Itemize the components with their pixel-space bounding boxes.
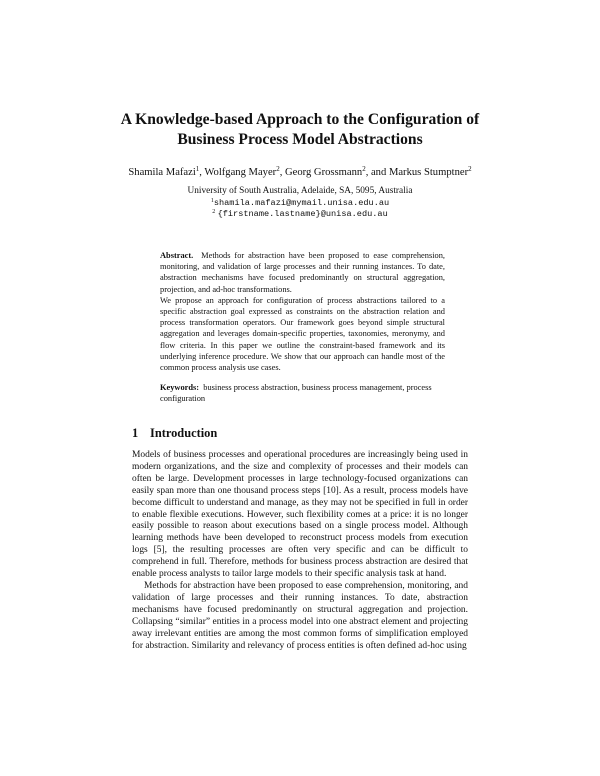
author-affiliation-mark: 1 — [195, 165, 200, 173]
email-line-1 — [100, 198, 500, 210]
section-heading — [132, 426, 217, 441]
body-paragraph-1: Models of business processes and operational procedures are increasingly being used in modern organizations, and the size and complexity of processes and their models can often be large. Development processes in large technology-focused organizations can easily span more than one thousand process steps [10]. As a result, process models have become difficult to understand and manage, as they may not be specified in full in order to enable flexible executions. However, such flexibility comes at a price: it is no longer easily possible to reason about executions based on a single process model. Although learning methods have been developed to reconstruct process models from execution logs [5], the resulting processes are often very specific and can be difficult to comprehend in full. Therefore, methods for business process abstraction are desired that enable process analysts to tailor large models to their specific analysis task at hand. — [132, 450, 468, 580]
abstract-paragraph-2: We propose an approach for configuration of process abstractions tailored to a specific abstraction goal expressed as constraints on the abstraction relation and process transformation operators. Our framework goes beyond simple structural aggregation and leverages domain-specific properties, taxonomies, meronymy, and flow criteria. In this paper we outline the constraint-based framework and its underlying inference procedure. We show that our approach can handle most of the common process analysis use cases. — [160, 295, 445, 373]
abstract-paragraph-1 — [160, 250, 445, 295]
author-affiliation-mark: 2 — [468, 165, 472, 173]
email-address: shamila.mafazi@mymail.unisa.edu.au — [213, 197, 390, 208]
author-name: Georg Grossmann — [285, 167, 363, 178]
email-line-2 — [100, 209, 500, 221]
abstract-text: Methods for abstraction have been proposed to ease comprehension, monitoring, and validation of large processes and their running instances. To date, abstraction mechanisms have focused predominantly on structural aggregation, projection, and ad-hoc transformations. — [160, 251, 446, 294]
abstract-label: Abstract. — [160, 251, 194, 260]
author-separator: , — [279, 167, 285, 178]
author-affiliation-mark: 2 — [276, 165, 280, 173]
affiliation-block — [100, 186, 500, 221]
section-title: Introduction — [150, 426, 218, 440]
author-separator: , — [199, 167, 205, 178]
section-body — [132, 450, 468, 652]
email-address: {firstname.lastname}@unisa.edu.au — [217, 209, 388, 219]
body-paragraph-2: Methods for abstraction have been proposed to ease comprehension, monitoring, and validation of large processes and their running instances. To date, abstraction mechanisms have focused predominantly on structural aggregation and projection. Collapsing “similar” entities in a process model into one abstract element and projecting away irrelevant entities are among the most common forms of simplification employed for abstraction. Similarity and relevancy of process entities is often defined ad-hoc using — [132, 580, 468, 651]
email-mark: 1 — [210, 197, 214, 204]
keywords-text: business process abstraction, business process management, process configuration — [160, 383, 432, 404]
affiliation: University of South Australia, Adelaide, SA, 5095, Australia — [187, 186, 413, 196]
author-name: Wolfgang Mayer — [204, 167, 277, 178]
paper-title — [100, 110, 500, 150]
keywords — [160, 382, 445, 404]
author-name: Shamila Mafazi — [128, 167, 196, 178]
abstract — [160, 250, 445, 373]
author-name: Markus Stumptner — [388, 167, 469, 178]
keywords-label: Keywords: — [160, 383, 200, 392]
section-number: 1 — [132, 426, 139, 440]
author-affiliation-mark: 2 — [362, 165, 366, 173]
email-mark: 2 — [212, 209, 216, 215]
title-line-1: A Knowledge-based Approach to the Configuration of — [120, 111, 480, 128]
author-list — [60, 166, 540, 179]
title-line-2: Business Process Model Abstractions — [177, 131, 423, 148]
author-separator: , and — [365, 167, 389, 178]
